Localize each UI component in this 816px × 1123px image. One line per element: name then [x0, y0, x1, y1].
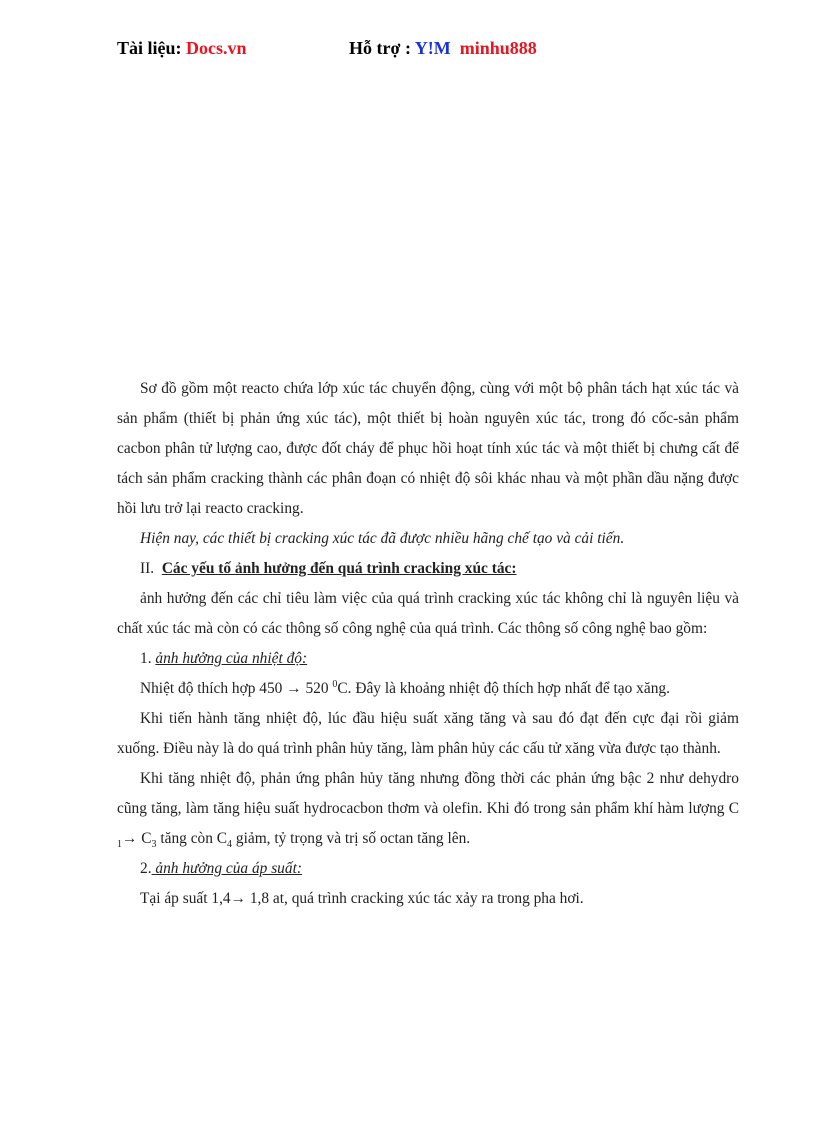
- page-header: [117, 38, 776, 62]
- subsection-temperature: [117, 644, 739, 674]
- subsection-title-text: ảnh hưởng của áp suất:: [155, 860, 302, 877]
- paragraph-temperature-increase: Khi tiến hành tăng nhiệt độ, lúc đầu hiệu suất xăng tăng và sau đó đạt đến cực đại rồi giảm xuống. Điều này là do quá trình phân hủy tăng, làm phân hủy các cấu tử xăng vừa được tạo thành.: [117, 710, 739, 757]
- text-run: Khi tăng nhiệt độ, phản ứng phân hủy tăng nhưng đồng thời các phản ứng bậc 2 như dehydro cũng tăng, làm tăng hiệu suất hydrocacbon thơm và olefin. Khi đó trong sản phẩm khí hàm lượng C: [117, 770, 739, 817]
- paragraph-factors-intro: ảnh hưởng đến các chỉ tiêu làm việc của quá trình cracking xúc tác không chỉ là nguyên liệu và chất xúc tác mà còn có các thông số công nghệ của quá trình. Các thông số công nghệ bao gồm:: [117, 590, 739, 637]
- subsection-title: ảnh hưởng của nhiệt độ:: [155, 650, 308, 667]
- document-body: [117, 374, 739, 914]
- section-heading: [117, 554, 739, 584]
- text-run: giảm, tỷ trọng và trị số octan tăng lên.: [232, 830, 471, 847]
- header-source-link[interactable]: Docs.vn: [186, 38, 247, 58]
- paragraph-secondary-reactions: [117, 764, 739, 854]
- subscript: 3: [151, 839, 157, 851]
- subscript: 1: [117, 839, 122, 851]
- header-support-label: Hỗ trợ :: [349, 38, 415, 58]
- degree-superscript: 0: [332, 678, 338, 690]
- section-number: II.: [140, 560, 155, 577]
- section-title: Các yếu tố ảnh hưởng đến quá trình cracking xúc tác:: [161, 560, 517, 577]
- header-ym-user[interactable]: minhu888: [459, 38, 537, 58]
- paragraph-optimal-temperature: [117, 674, 739, 704]
- subsection-number: 1.: [140, 650, 152, 667]
- header-source: [117, 38, 247, 59]
- paragraph-process-diagram: Sơ đồ gồm một reacto chứa lớp xúc tác chuyển động, cùng với một bộ phân tách hạt xúc tác và sản phẩm (thiết bị phản ứng xúc tác), một thiết bị hoàn nguyên xúc tác, trong đó cốc-sản phẩm cacbon phân tử lượng cao, được đốt cháy để phục hồi hoạt tính xúc tác và một thiết bị chưng cất để tách sản phẩm cracking thành các phân đoạn có nhiệt độ sôi khác nhau và một phần dầu nặng được hồi lưu trở lại reacto cracking.: [117, 380, 739, 517]
- paragraph-pressure: Tại áp suất 1,4→ 1,8 at, quá trình cracking xúc tác xảy ra trong pha hơi.: [140, 890, 584, 907]
- subsection-pressure: [117, 854, 739, 884]
- paragraph-manufacturers: Hiện nay, các thiết bị cracking xúc tác đã được nhiều hãng chế tạo và cải tiến.: [140, 530, 625, 547]
- subscript: 4: [227, 839, 233, 851]
- text-run: C. Đây là khoảng nhiệt độ thích hợp nhất để tạo xăng.: [337, 680, 670, 697]
- subsection-title: [152, 860, 302, 877]
- header-ym-label: Y!M: [414, 38, 451, 58]
- header-support: [349, 38, 537, 59]
- text-run: → C: [122, 830, 152, 847]
- subsection-number: 2.: [140, 860, 152, 877]
- text-run: Nhiệt độ thích hợp 450 → 520: [140, 680, 333, 697]
- header-source-label: Tài liệu: [117, 38, 176, 58]
- text-run: tăng còn C: [156, 830, 228, 847]
- header-source-colon: :: [175, 38, 187, 58]
